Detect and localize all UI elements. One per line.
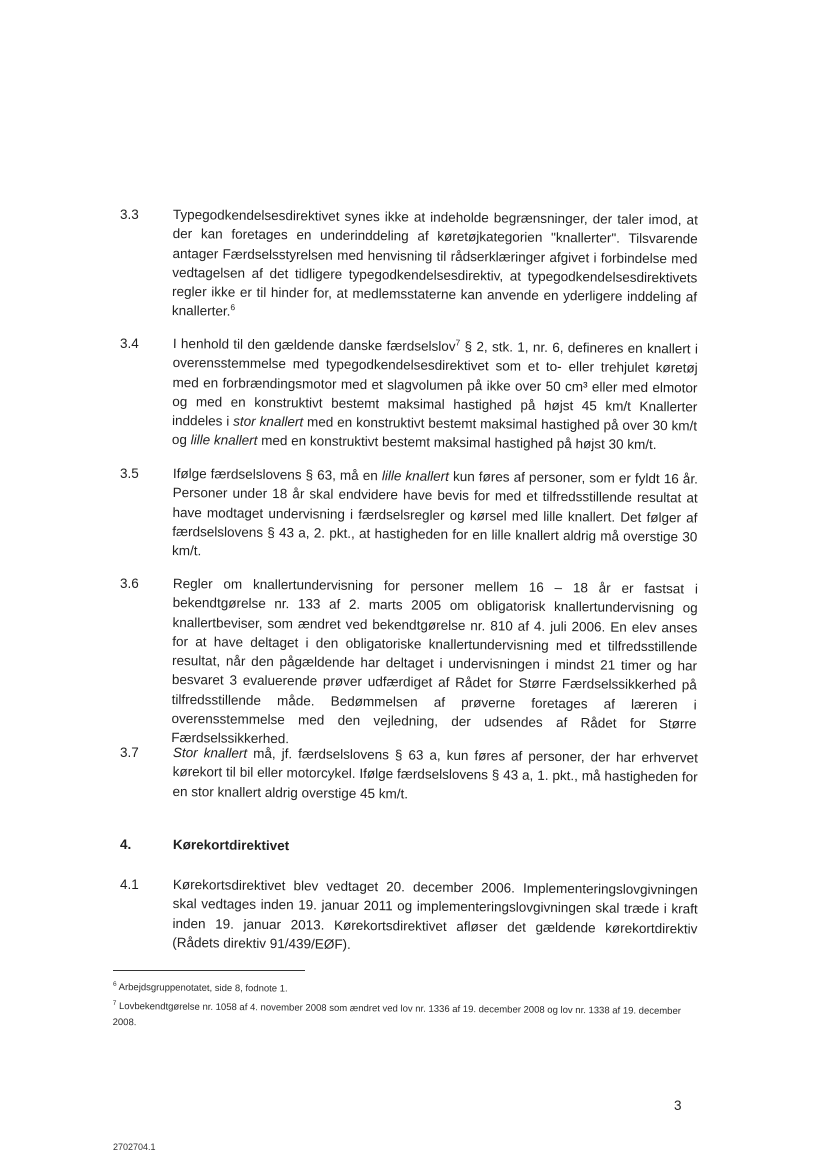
footnote-7: $^7$ Lovbekendtgørelse nr. 1058 af 4. november 2008 som ændret ved lov nr. 1336 af 19. december 2008 og lov nr. 1338 af 19. december 2008. [112,999,681,1029]
section-body: Stor knallert må, jf. færdselslovens § 63 a, kun føres af personer, der har erhvervet kørekort til bil eller motorcykel. Ifølge færdselslovens § 43 a, 1. pkt., må hastigheden for en stor knallert aldrig overstige 45 km/t. [172,744,698,802]
footnote-divider [113,970,305,971]
section-number: 4.1 [120,877,139,892]
section-number: 3.5 [120,466,139,481]
page-number: 3 [674,1098,682,1113]
section-body: Typegodkendelsesdirektivet synes ikke at indeholde begrænsninger, der taler imod, at der kan foretages en underinddeling af køretøjkategorien "knallerter". Tilsvarende antager Færdselsstyrelsen med henvisning til rådserklæringer afgivet i forbindelse med vedtagelsen af det tidligere typegodkendelsesdirektiv, at typegodkendelsesdirektivets regler ikke er til hinder for, at medlemsstaterne kan anvende en yderligere inddeling af knallerter.$^6$ [171,206,698,320]
section-number: 4. [120,837,132,852]
section-heading: Kørekortdirektivet [172,836,290,854]
section-number: 3.6 [120,576,139,591]
section-number: 3.7 [120,745,139,760]
section-body: Regler om knallertundervisning for personer mellem 16 – 18 år er fastsat i bekendtgørelse nr. 133 af 2. marts 2005 om obligatorisk knallertundervisning og knallertbeviser, som ændret ved bekendtgørelse nr. 810 af 4. juli 2006. En elev anses for at have deltaget i den obligatoriske knallertundervisning med et tilfredsstillende resultat, når den pågældende har deltaget i undervisningen i mindst 21 timer og har besvaret 3 evaluerende prøver udfærdiget af Rådet for Større Færdselssikkerhed på tilfredsstillende måde. Bedømmelsen af prøverne foretages af læreren i overensstemmelse med den vejledning, der udsendes af Rådet for Større Færdselssikkerhed. [171,575,698,747]
document-id: 2702704.1 [113,1142,156,1152]
section-number: 3.4 [120,336,139,351]
footnote-ref: 7 [455,337,461,348]
section-number: 3.3 [120,207,139,222]
footnotes [113,980,703,1039]
footnote-6: $^6$ Arbejdsgruppenotatet, side 8, fodnote 1. [112,980,288,995]
section-body: I henhold til den gældende danske færdselslov$^7$ § 2, stk. 1, nr. 6, defineres en knallert i overensstemmelse med typegodkendelsesdirektivet som et to- eller trehjulet køretøj med en forbrændingsmotor med et slagvolumen på ikke over 50 cm³ eller med elmotor og med en konstruktivt bestemt maksimal hastighed på højst 45 km/t Knallerter inddeles i stor knallert med en konstruktivt bestemt maksimal hastighed på over 30 km/t og lille knallert med en konstruktivt bestemt maksimal hastighed på højst 30 km/t. [171,335,698,453]
section-body: Ifølge færdselslovens § 63, må en lille knallert kun føres af personer, som er fyldt 16 år. Personer under 18 år skal endvidere have bevis for med et tilfredsstillende resultat at have modtaget undervisning i færdselsregler og kørsel med lille knallert. Det følger af færdselslovens § 43 a, 2. pkt., at hastigheden for en lille knallert aldrig må overstige 30 km/t. [172,465,698,559]
footnote-ref: 6 [230,302,236,313]
section-body: Kørekortsdirektivet blev vedtaget 20. december 2006. Implementeringslovgivningen skal vedtages inden 19. januar 2011 og implementeringslovgivningen skal træde i kraft inden 19. januar 2013. Kørekortsdirektivet afløser det gældende kørekortdirektiv (Rådets direktiv 91/439/EØF). [172,876,698,952]
